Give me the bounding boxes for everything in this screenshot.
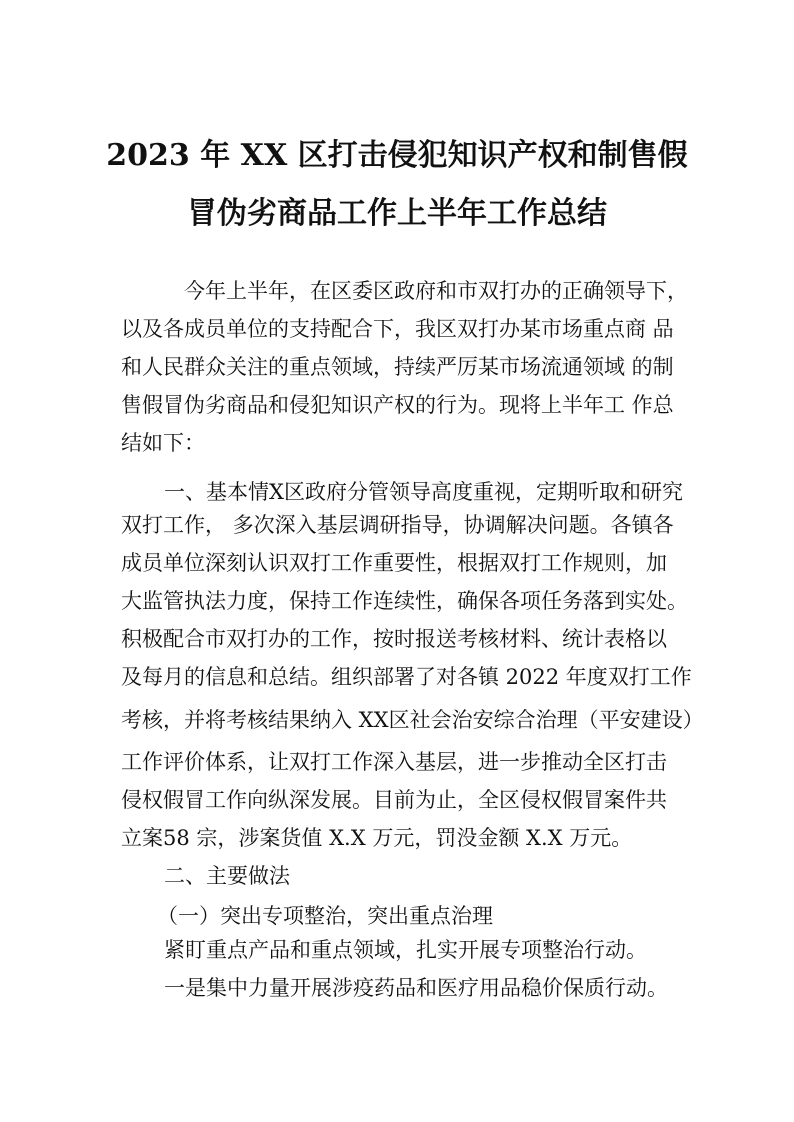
- document-title-line-2: 冒伪劣商品工作上半年工作总结: [187, 196, 607, 231]
- section-heading: 二、主要做法: [164, 864, 290, 888]
- body-line: 及每月的信息和总结。组织部署了对各镇 2022 年度双打工作: [121, 665, 692, 689]
- document-title-line-1: 2023 年 XX 区打击侵犯知识产权和制售假: [106, 138, 688, 173]
- body-line: 一、基本情X区政府分管领导高度重视，定期听取和研究: [164, 480, 683, 504]
- body-line: 一是集中力量开展涉疫药品和医疗用品稳价保质行动。: [164, 976, 668, 1000]
- body-line: 紧盯重点产品和重点领域，扎实开展专项整治行动。: [164, 938, 647, 962]
- body-line: 工作评价体系，让双打工作深入基层，进一步推动全区打击: [121, 750, 667, 774]
- body-line: 积极配合市双打办的工作，按时报送考核材料、统计表格以: [121, 627, 667, 651]
- body-line: 今年上半年，在区委区政府和市双打办的正确领导下，: [184, 279, 688, 303]
- body-line: 结如下：: [121, 431, 205, 455]
- body-line: 立案58 宗，涉案货值 X.X 万元，罚没金额 X.X 万元。: [121, 826, 633, 850]
- body-line: 售假冒伪劣商品和侵犯知识产权的行为。现将上半年工 作总: [121, 393, 674, 417]
- body-line: 侵权假冒工作向纵深发展。目前为止，全区侵权假冒案件共: [121, 788, 667, 812]
- body-line: 考核，并将考核结果纳入 XX区社会治安综合治理（平安建设）: [121, 708, 704, 732]
- body-line: 和人民群众关注的重点领域，持续严厉某市场流通领域 的制: [121, 355, 674, 379]
- body-line: 成员单位深刻认识双打工作重要性，根据双打工作规则，加: [121, 551, 667, 575]
- body-line: 大监管执法力度，保持工作连续性，确保各项任务落到实处。: [121, 589, 688, 613]
- subsection-heading: （一）突出专项整治，突出重点治理: [157, 904, 493, 928]
- body-line: 双打工作， 多次深入基层调研指导，协调解决问题。各镇各: [121, 513, 674, 537]
- body-line: 以及各成员单位的支持配合下，我区双打办某市场重点商 品: [121, 317, 674, 341]
